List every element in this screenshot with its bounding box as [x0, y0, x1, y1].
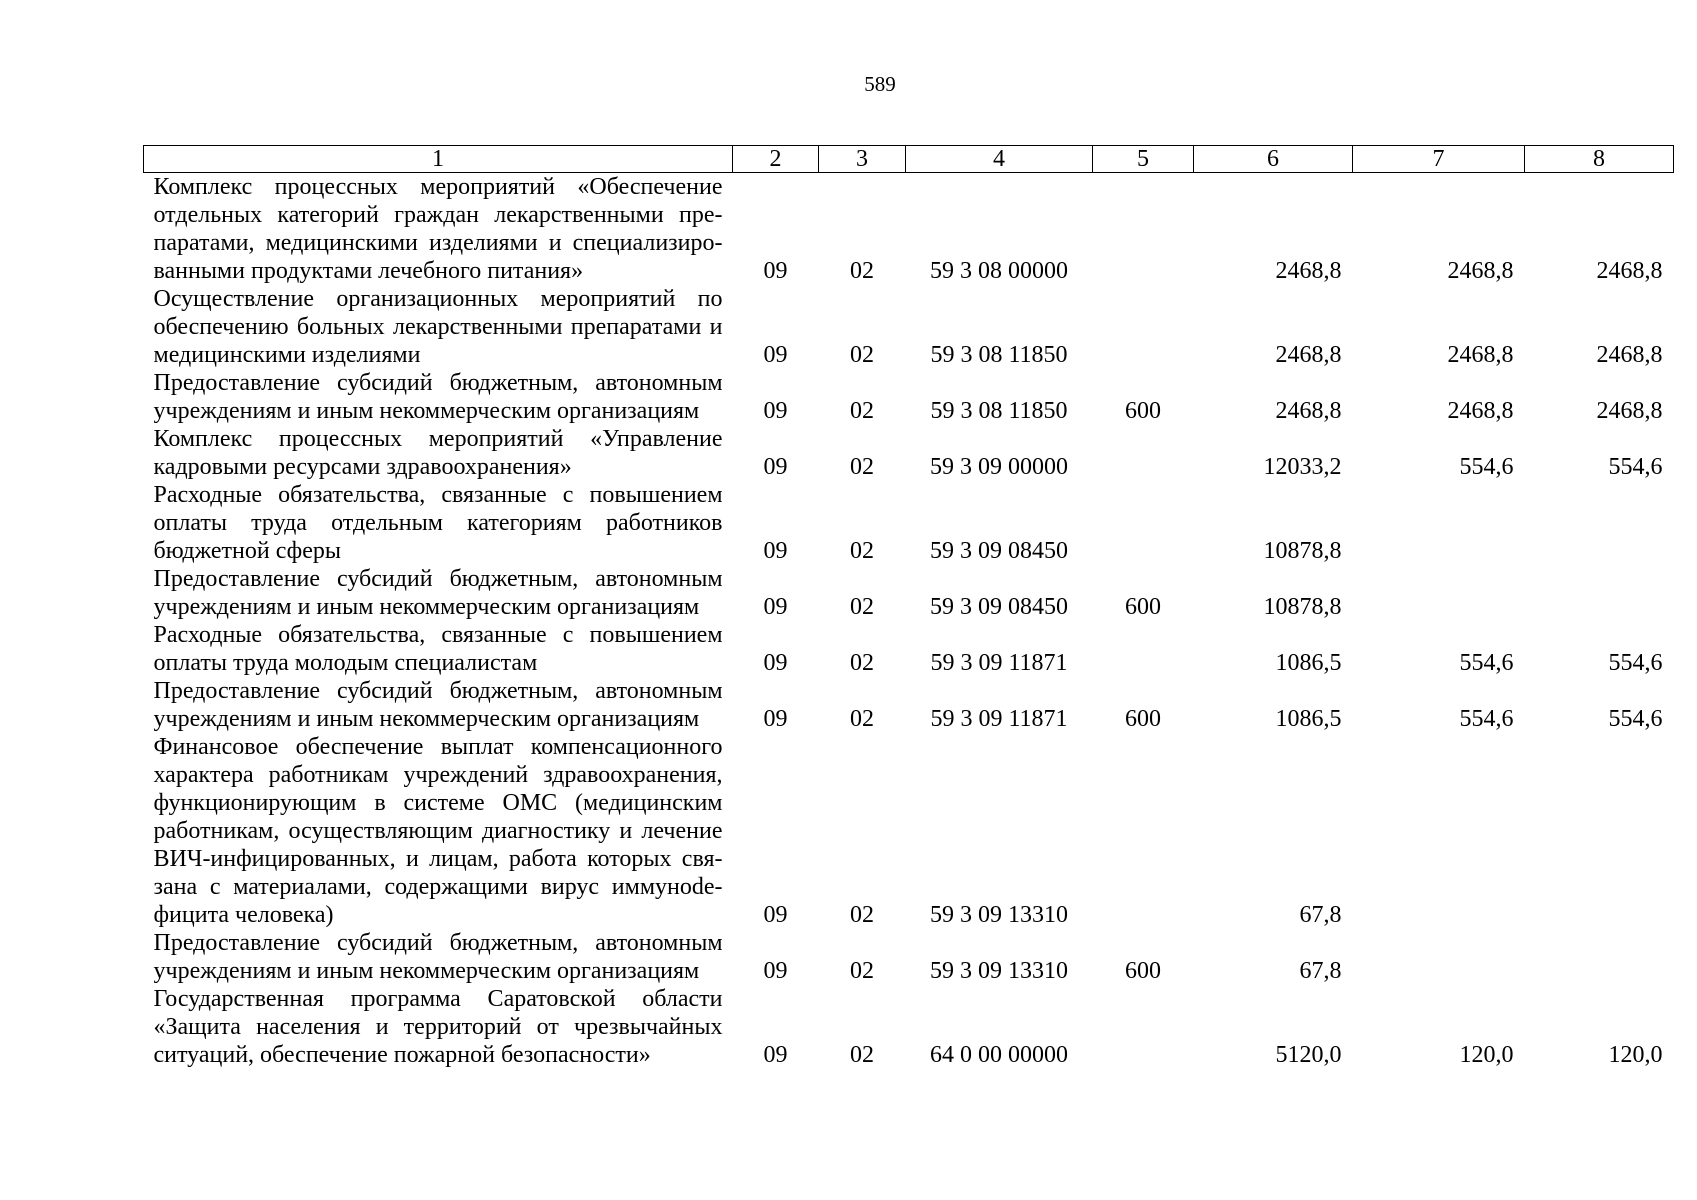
column-header: 4 — [906, 146, 1093, 173]
column-header: 2 — [733, 146, 819, 173]
page-number: 589 — [864, 72, 896, 96]
amount-cell-col6: 12033,2 — [1263, 454, 1342, 480]
amount-cell-col6: 67,8 — [1299, 958, 1342, 984]
section-code-cell: 09 — [763, 594, 788, 620]
target-article-cell: 59 3 08 00000 — [930, 258, 1068, 284]
row-name-cell: Предоставление субсидий бюджетным, автономным учреждениям и иным некоммерческим организациям — [153, 566, 723, 620]
target-article-cell: 59 3 09 08450 — [930, 594, 1068, 620]
subsection-code-cell: 02 — [850, 342, 874, 368]
amount-cell-col6: 2468,8 — [1275, 258, 1342, 284]
section-code-cell: 09 — [763, 398, 788, 424]
amount-cell-col6: 2468,8 — [1275, 398, 1342, 424]
subsection-code-cell: 02 — [850, 594, 874, 620]
target-article-cell: 59 3 09 00000 — [930, 454, 1068, 480]
subsection-code-cell: 02 — [850, 258, 874, 284]
amount-cell-col7: 554,6 — [1459, 650, 1514, 676]
target-article-cell: 59 3 09 11871 — [930, 706, 1068, 732]
amount-cell-col7 — [1353, 733, 1525, 929]
header-row — [144, 146, 1674, 173]
subsection-code-cell: 02 — [850, 902, 874, 928]
amount-cell-col7: 554,6 — [1459, 454, 1514, 480]
expense-type-cell — [1093, 481, 1194, 565]
row-name-cell: Комплекс процессных мероприятий «Обеспечение отдельных категорий граждан лекарственными пре-паратами, медицинскими изделиями и специализиро-ванными продуктами лечебного питания» — [153, 174, 723, 284]
expense-type-cell: 600 — [1125, 958, 1161, 984]
subsection-code-cell: 02 — [850, 454, 874, 480]
expense-type-cell — [1093, 985, 1194, 1069]
row-name-cell: Предоставление субсидий бюджетным, автономным учреждениям и иным некоммерческим организациям — [153, 678, 723, 732]
target-article-cell: 59 3 09 13310 — [930, 902, 1068, 928]
amount-cell-col8: 554,6 — [1608, 706, 1663, 732]
amount-cell-col7: 2468,8 — [1447, 258, 1514, 284]
column-header: 3 — [819, 146, 906, 173]
expense-type-cell — [1093, 621, 1194, 677]
subsection-code-cell: 02 — [850, 1042, 874, 1068]
table-row — [144, 173, 1674, 286]
table-row — [144, 985, 1674, 1069]
table-row — [144, 733, 1674, 929]
table-row — [144, 565, 1674, 621]
section-code-cell: 09 — [763, 902, 788, 928]
row-name-cell: Осуществление организационных мероприятий по обеспечению больных лекарственными препаратами и медицинскими изделиями — [153, 286, 723, 368]
expense-type-cell — [1093, 285, 1194, 369]
expense-type-cell: 600 — [1125, 706, 1161, 732]
column-header: 1 — [144, 146, 733, 173]
amount-cell-col8: 554,6 — [1608, 454, 1663, 480]
expense-type-cell — [1093, 425, 1194, 481]
section-code-cell: 09 — [763, 650, 788, 676]
target-article-cell: 64 0 00 00000 — [930, 1042, 1068, 1068]
expense-type-cell — [1093, 173, 1194, 286]
table-row — [144, 369, 1674, 425]
amount-cell-col8 — [1525, 565, 1674, 621]
column-header: 7 — [1353, 146, 1525, 173]
amount-cell-col7 — [1353, 929, 1525, 985]
amount-cell-col6: 5120,0 — [1275, 1042, 1342, 1068]
target-article-cell: 59 3 09 08450 — [930, 538, 1068, 564]
amount-cell-col6: 2468,8 — [1275, 342, 1342, 368]
amount-cell-col8 — [1525, 733, 1674, 929]
section-code-cell: 09 — [763, 258, 788, 284]
amount-cell-col7 — [1353, 565, 1525, 621]
amount-cell-col8: 554,6 — [1608, 650, 1663, 676]
section-code-cell: 09 — [763, 342, 788, 368]
amount-cell-col8 — [1525, 481, 1674, 565]
target-article-cell: 59 3 09 13310 — [930, 958, 1068, 984]
row-name-cell: Расходные обязательства, связанные с повышением оплаты труда отдельным категориям работников бюджетной сферы — [153, 482, 723, 564]
amount-cell-col6: 10878,8 — [1263, 538, 1342, 564]
subsection-code-cell: 02 — [850, 958, 874, 984]
amount-cell-col7: 120,0 — [1459, 1042, 1514, 1068]
amount-cell-col7: 2468,8 — [1447, 398, 1514, 424]
expense-type-cell: 600 — [1125, 398, 1161, 424]
amount-cell-col8: 120,0 — [1608, 1042, 1663, 1068]
amount-cell-col8: 2468,8 — [1596, 342, 1663, 368]
row-name-cell: Предоставление субсидий бюджетным, автономным учреждениям и иным некоммерческим организациям — [153, 370, 723, 424]
expense-type-cell: 600 — [1125, 594, 1161, 620]
column-header: 6 — [1194, 146, 1353, 173]
section-code-cell: 09 — [763, 538, 788, 564]
amount-cell-col7: 554,6 — [1459, 706, 1514, 732]
table-row — [144, 677, 1674, 733]
amount-cell-col6: 67,8 — [1299, 902, 1342, 928]
subsection-code-cell: 02 — [850, 706, 874, 732]
amount-cell-col7 — [1353, 481, 1525, 565]
section-code-cell: 09 — [763, 454, 788, 480]
expense-type-cell — [1093, 733, 1194, 929]
table-row — [144, 481, 1674, 565]
amount-cell-col6: 1086,5 — [1275, 650, 1342, 676]
column-header: 5 — [1093, 146, 1194, 173]
amount-cell-col6: 1086,5 — [1275, 706, 1342, 732]
row-name-cell: Финансовое обеспечение выплат компенсационного характера работникам учреждений здравоохранения, функционирующим в системе ОМС (медицинским работникам, осуществляющим диагностику и лечение ВИЧ-инфицированных, и лицам, работа которых свя-зана с материалами, содержащими вирус иммунode-фицита человека) — [153, 734, 723, 928]
row-name-cell: Комплекс процессных мероприятий «Управление кадровыми ресурсами здравоохранения» — [153, 426, 723, 480]
row-name-cell: Предоставление субсидий бюджетным, автономным учреждениям и иным некоммерческим организациям — [153, 930, 723, 984]
target-article-cell: 59 3 08 11850 — [930, 342, 1068, 368]
amount-cell-col8 — [1525, 929, 1674, 985]
amount-cell-col8: 2468,8 — [1596, 398, 1663, 424]
section-code-cell: 09 — [763, 1042, 788, 1068]
section-code-cell: 09 — [763, 706, 788, 732]
column-header: 8 — [1525, 146, 1674, 173]
row-name-cell: Расходные обязательства, связанные с повышением оплаты труда молодым специалистам — [153, 622, 723, 676]
table-body — [144, 173, 1674, 1070]
subsection-code-cell: 02 — [850, 650, 874, 676]
table-row — [144, 929, 1674, 985]
amount-cell-col7: 2468,8 — [1447, 342, 1514, 368]
target-article-cell: 59 3 09 11871 — [930, 650, 1068, 676]
budget-table — [143, 145, 1674, 1069]
amount-cell-col6: 10878,8 — [1263, 594, 1342, 620]
table-row — [144, 621, 1674, 677]
row-name-cell: Государственная программа Саратовской области «Защита населения и территорий от чрезвычайных ситуаций, обеспечение пожарной безопасности» — [153, 986, 723, 1068]
section-code-cell: 09 — [763, 958, 788, 984]
table-row — [144, 425, 1674, 481]
amount-cell-col8: 2468,8 — [1596, 258, 1663, 284]
table-row — [144, 285, 1674, 369]
subsection-code-cell: 02 — [850, 398, 874, 424]
subsection-code-cell: 02 — [850, 538, 874, 564]
target-article-cell: 59 3 08 11850 — [930, 398, 1068, 424]
